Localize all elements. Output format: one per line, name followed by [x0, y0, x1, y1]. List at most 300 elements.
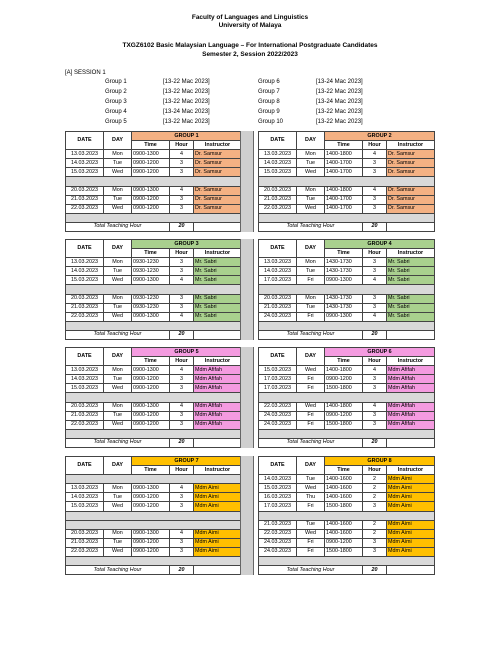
separator-row	[259, 393, 435, 402]
total-empty	[387, 330, 435, 339]
hour-cell: 3	[363, 267, 387, 276]
day-cell: Wed	[104, 547, 132, 556]
date-cell: 20.03.2023	[66, 529, 104, 538]
table-row	[259, 267, 435, 276]
date-header: DATE	[66, 132, 104, 150]
day-cell: Mon	[104, 294, 132, 303]
hour-cell: 3	[170, 267, 194, 276]
group-date-item	[105, 97, 210, 107]
day-cell: Tue	[104, 159, 132, 168]
instructor-cell: Mr. Sabri	[387, 267, 435, 276]
semester-title: Semester 2, Session 2022/2023	[202, 51, 298, 58]
time-cell: 0900-1200	[132, 384, 170, 393]
group-date-item	[105, 87, 210, 97]
date-cell: 13.03.2023	[259, 258, 297, 267]
time-cell: 1430-1730	[325, 267, 363, 276]
instructor-cell: Mdm Afifah	[387, 366, 435, 375]
separator-cell	[259, 213, 435, 222]
session-label: [A] SESSION 1	[65, 70, 106, 76]
day-header: DAY	[297, 132, 325, 150]
day-header: DAY	[297, 240, 325, 258]
group-date-name: Group 8	[258, 99, 280, 105]
hour-cell: 2	[363, 520, 387, 529]
date-cell: 21.03.2023	[66, 538, 104, 547]
hour-cell: 3	[363, 195, 387, 204]
day-cell: Wed	[297, 484, 325, 493]
hour-cell: 4	[363, 312, 387, 321]
instructor-cell: Dr. Samsur	[194, 168, 242, 177]
time-cell: 0900-1300	[325, 276, 363, 285]
group-title: GROUP 2	[325, 132, 435, 141]
group-title: GROUP 3	[132, 240, 242, 249]
table-row	[66, 312, 242, 321]
date-cell: 24.03.2023	[259, 547, 297, 556]
table-row	[66, 384, 242, 393]
hour-cell: 3	[363, 411, 387, 420]
table-row	[259, 547, 435, 556]
instructor-cell: Dr. Samsur	[387, 150, 435, 159]
date-cell: 13.03.2023	[66, 484, 104, 493]
instructor-cell: Mdm Afifah	[387, 384, 435, 393]
group-date-name: Group 5	[105, 119, 127, 125]
time-cell: 0900-1300	[132, 484, 170, 493]
table-row	[259, 484, 435, 493]
total-label: Total Teaching Hour	[259, 222, 363, 231]
separator-row	[66, 520, 242, 529]
date-cell: 14.03.2023	[259, 267, 297, 276]
table-row	[259, 312, 435, 321]
instructor-cell: Mdm Aimi	[387, 484, 435, 493]
group-date-item	[258, 117, 363, 127]
group-date-name: Group 3	[105, 99, 127, 105]
table-row	[259, 411, 435, 420]
time-cell: 0900-1200	[132, 420, 170, 429]
table-row	[66, 195, 242, 204]
date-cell: 20.03.2023	[259, 294, 297, 303]
hour-cell: 4	[170, 402, 194, 411]
table-divider	[240, 131, 254, 232]
day-header: DAY	[297, 348, 325, 366]
instructor-cell: Mr. Sabri	[194, 276, 242, 285]
hour-cell: 3	[170, 502, 194, 511]
time-cell: 1400-1700	[325, 204, 363, 213]
hour-cell: 2	[363, 493, 387, 502]
total-row	[259, 330, 435, 339]
day-cell: Fri	[297, 312, 325, 321]
day-cell: Tue	[104, 303, 132, 312]
time-cell: 0900-1300	[325, 312, 363, 321]
table-row	[66, 547, 242, 556]
instructor-cell: Dr. Samsur	[387, 168, 435, 177]
instructor-cell: Dr. Samsur	[194, 186, 242, 195]
day-cell: Tue	[104, 195, 132, 204]
date-header: DATE	[66, 457, 104, 475]
table-row	[66, 294, 242, 303]
group-date-range: [13-24 Mac 2023]	[163, 109, 210, 115]
hour-cell: 3	[363, 168, 387, 177]
date-cell: 17.03.2023	[259, 384, 297, 393]
date-cell: 17.03.2023	[259, 375, 297, 384]
date-cell: 13.03.2023	[259, 150, 297, 159]
day-cell: Fri	[297, 276, 325, 285]
group-title: GROUP 6	[325, 348, 435, 357]
table-row	[66, 420, 242, 429]
time-cell: 1400-1700	[325, 195, 363, 204]
table-row	[66, 493, 242, 502]
day-cell: Fri	[297, 420, 325, 429]
instructor-cell: Mdm Afifah	[194, 384, 242, 393]
instructor-cell: Mdm Aimi	[194, 538, 242, 547]
time-cell: 1400-1800	[325, 402, 363, 411]
instructor-cell: Mr. Sabri	[194, 258, 242, 267]
hour-cell: 4	[170, 484, 194, 493]
total-value: 20	[363, 438, 387, 447]
hour-cell: 4	[363, 276, 387, 285]
separator-row	[66, 393, 242, 402]
table-row	[259, 204, 435, 213]
date-cell: 14.03.2023	[66, 493, 104, 502]
time-cell: 0900-1300	[132, 312, 170, 321]
total-label: Total Teaching Hour	[259, 438, 363, 447]
date-cell: 22.03.2023	[66, 312, 104, 321]
table-row	[259, 276, 435, 285]
hour-cell: 3	[363, 420, 387, 429]
hour-cell: 4	[170, 366, 194, 375]
instructor-cell: Mdm Afifah	[387, 411, 435, 420]
time-cell: 1500-1800	[325, 420, 363, 429]
date-cell: 13.03.2023	[66, 366, 104, 375]
total-row	[66, 330, 242, 339]
instructor-cell: Dr. Samsur	[194, 204, 242, 213]
hour-cell: 3	[363, 547, 387, 556]
time-cell: 1400-1600	[325, 493, 363, 502]
date-cell: 15.03.2023	[259, 168, 297, 177]
instructor-cell: Mdm Afifah	[387, 402, 435, 411]
date-cell: 20.03.2023	[66, 294, 104, 303]
day-cell: Fri	[297, 502, 325, 511]
date-cell: 15.03.2023	[66, 168, 104, 177]
table-divider	[240, 347, 254, 448]
total-empty	[387, 566, 435, 575]
table-row	[259, 475, 435, 484]
hour-cell: 2	[363, 484, 387, 493]
date-cell: 20.03.2023	[66, 186, 104, 195]
separator-cell	[259, 511, 435, 520]
instructor-cell: Mdm Aimi	[194, 502, 242, 511]
instructor-cell: Dr. Samsur	[387, 159, 435, 168]
hour-cell: 3	[363, 204, 387, 213]
table-row	[66, 538, 242, 547]
date-cell: 24.03.2023	[259, 538, 297, 547]
date-cell: 15.03.2023	[259, 484, 297, 493]
time-cell: 1500-1800	[325, 502, 363, 511]
time-cell: 0900-1200	[132, 159, 170, 168]
separator-row	[259, 321, 435, 330]
time-cell: 0930-1230	[132, 258, 170, 267]
date-cell: 15.03.2023	[66, 276, 104, 285]
total-label: Total Teaching Hour	[259, 330, 363, 339]
total-empty	[194, 566, 242, 575]
group-schedule-table	[258, 456, 435, 575]
date-cell: 20.03.2023	[66, 402, 104, 411]
instructor-header: Instructor	[194, 357, 242, 366]
total-label: Total Teaching Hour	[259, 566, 363, 575]
table-row	[259, 375, 435, 384]
table-row	[66, 159, 242, 168]
date-header: DATE	[66, 240, 104, 258]
time-cell: 0900-1200	[132, 168, 170, 177]
separator-row	[66, 429, 242, 438]
time-cell: 0900-1200	[325, 538, 363, 547]
group-date-item	[258, 97, 363, 107]
separator-cell	[66, 429, 242, 438]
table-row	[66, 258, 242, 267]
time-header: Time	[325, 141, 363, 150]
hour-cell: 3	[170, 411, 194, 420]
date-cell: 13.03.2023	[66, 150, 104, 159]
separator-row	[259, 213, 435, 222]
instructor-cell: Mdm Aimi	[194, 484, 242, 493]
time-cell: 0930-1230	[132, 267, 170, 276]
group-date-item	[258, 107, 363, 117]
date-cell: 22.03.2023	[259, 204, 297, 213]
time-header: Time	[132, 141, 170, 150]
day-cell: Tue	[104, 411, 132, 420]
hour-cell: 4	[363, 366, 387, 375]
group-date-item	[258, 77, 363, 87]
separator-cell	[66, 285, 242, 294]
hour-cell: 3	[363, 384, 387, 393]
table-row	[259, 366, 435, 375]
day-cell: Mon	[104, 484, 132, 493]
hour-cell: 3	[363, 538, 387, 547]
day-cell: Wed	[297, 366, 325, 375]
table-row	[259, 493, 435, 502]
table-row	[66, 276, 242, 285]
instructor-cell: Mdm Aimi	[387, 529, 435, 538]
instructor-cell: Mdm Aimi	[387, 547, 435, 556]
date-cell: 22.03.2023	[259, 402, 297, 411]
instructor-cell: Mdm Aimi	[387, 493, 435, 502]
hour-header: Hour	[363, 249, 387, 258]
date-header: DATE	[259, 348, 297, 366]
instructor-cell: Mr. Sabri	[194, 267, 242, 276]
hour-header: Hour	[170, 357, 194, 366]
date-cell: 21.03.2023	[66, 303, 104, 312]
table-row	[259, 168, 435, 177]
date-cell: 21.03.2023	[66, 195, 104, 204]
instructor-header: Instructor	[194, 466, 242, 475]
table-row	[259, 195, 435, 204]
table-divider	[240, 239, 254, 340]
instructor-cell: Dr. Samsur	[194, 159, 242, 168]
total-row	[259, 566, 435, 575]
hour-cell: 4	[363, 150, 387, 159]
separator-cell	[66, 557, 242, 566]
instructor-cell: Dr. Samsur	[194, 150, 242, 159]
separator-cell	[66, 393, 242, 402]
table-row	[66, 204, 242, 213]
table-row	[259, 402, 435, 411]
separator-row	[66, 557, 242, 566]
day-cell: Mon	[104, 529, 132, 538]
hour-cell: 3	[170, 204, 194, 213]
hour-header: Hour	[363, 357, 387, 366]
table-row	[66, 484, 242, 493]
table-row	[259, 258, 435, 267]
group-title: GROUP 4	[325, 240, 435, 249]
table-row	[66, 529, 242, 538]
time-header: Time	[132, 466, 170, 475]
hour-cell: 3	[170, 303, 194, 312]
date-cell: 14.03.2023	[66, 267, 104, 276]
hour-header: Hour	[363, 466, 387, 475]
hour-cell: 3	[170, 375, 194, 384]
day-cell: Wed	[297, 168, 325, 177]
time-cell: 1500-1800	[325, 384, 363, 393]
date-cell: 22.03.2023	[66, 204, 104, 213]
separator-cell	[259, 429, 435, 438]
table-row	[66, 366, 242, 375]
group-date-range: [13-22 Mac 2023]	[163, 89, 210, 95]
time-cell: 0930-1230	[132, 303, 170, 312]
instructor-cell: Mdm Afifah	[194, 420, 242, 429]
time-cell: 1430-1730	[325, 258, 363, 267]
day-cell: Mon	[297, 186, 325, 195]
table-row	[66, 267, 242, 276]
day-cell: Mon	[297, 150, 325, 159]
time-cell: 0900-1200	[132, 502, 170, 511]
day-cell: Wed	[104, 502, 132, 511]
group-date-list-left	[105, 77, 210, 127]
date-cell: 15.03.2023	[259, 366, 297, 375]
hour-cell: 3	[170, 159, 194, 168]
time-cell: 0900-1300	[132, 186, 170, 195]
instructor-header: Instructor	[387, 141, 435, 150]
group-title: GROUP 5	[132, 348, 242, 357]
time-cell: 0900-1300	[132, 150, 170, 159]
date-cell: 14.03.2023	[259, 475, 297, 484]
time-cell: 0930-1230	[132, 294, 170, 303]
day-cell: Mon	[104, 258, 132, 267]
day-cell: Tue	[104, 375, 132, 384]
separator-row	[66, 285, 242, 294]
separator-row	[66, 511, 242, 520]
table-row	[259, 384, 435, 393]
instructor-header: Instructor	[194, 141, 242, 150]
time-cell: 0900-1200	[325, 375, 363, 384]
hour-cell: 3	[170, 258, 194, 267]
date-cell: 16.03.2023	[259, 493, 297, 502]
group-date-name: Group 1	[105, 79, 127, 85]
separator-cell	[259, 393, 435, 402]
instructor-cell: Dr. Samsur	[387, 186, 435, 195]
day-cell: Wed	[104, 384, 132, 393]
instructor-header: Instructor	[194, 249, 242, 258]
hour-cell: 3	[170, 493, 194, 502]
hour-cell: 4	[363, 186, 387, 195]
table-divider	[240, 456, 254, 575]
day-cell: Mon	[297, 258, 325, 267]
date-cell: 17.03.2023	[259, 502, 297, 511]
date-cell: 14.03.2023	[66, 159, 104, 168]
date-cell: 22.03.2023	[259, 529, 297, 538]
day-cell: Thu	[297, 493, 325, 502]
separator-row	[66, 321, 242, 330]
hour-header: Hour	[170, 249, 194, 258]
hour-cell: 3	[363, 303, 387, 312]
time-cell: 0900-1200	[132, 375, 170, 384]
instructor-cell: Mdm Aimi	[194, 547, 242, 556]
table-row	[259, 529, 435, 538]
time-cell: 0900-1300	[132, 529, 170, 538]
date-cell: 22.03.2023	[66, 547, 104, 556]
date-cell: 24.03.2023	[259, 312, 297, 321]
group-schedule-table	[258, 131, 435, 232]
group-date-item	[105, 77, 210, 87]
instructor-cell: Dr. Samsur	[387, 204, 435, 213]
separator-row	[259, 557, 435, 566]
separator-row	[66, 475, 242, 484]
table-row	[66, 150, 242, 159]
instructor-cell: Mr. Sabri	[387, 294, 435, 303]
day-cell: Mon	[104, 402, 132, 411]
hour-cell: 3	[170, 420, 194, 429]
time-cell: 0900-1300	[132, 402, 170, 411]
time-cell: 0900-1300	[132, 276, 170, 285]
faculty-title: Faculty of Languages and Linguistics	[191, 14, 309, 21]
separator-cell	[66, 520, 242, 529]
hour-cell: 3	[170, 538, 194, 547]
instructor-cell: Dr. Samsur	[387, 195, 435, 204]
day-cell: Tue	[104, 493, 132, 502]
table-row	[259, 159, 435, 168]
day-cell: Mon	[297, 294, 325, 303]
group-schedule-table	[65, 239, 242, 340]
separator-cell	[259, 285, 435, 294]
instructor-cell: Mdm Aimi	[387, 502, 435, 511]
total-empty	[194, 330, 242, 339]
table-row	[259, 294, 435, 303]
separator-row	[66, 177, 242, 186]
total-row	[66, 222, 242, 231]
group-date-list-right	[258, 77, 363, 127]
time-cell: 1400-1800	[325, 150, 363, 159]
day-cell: Wed	[104, 312, 132, 321]
day-cell: Fri	[297, 547, 325, 556]
instructor-header: Instructor	[387, 249, 435, 258]
separator-cell	[66, 177, 242, 186]
group-date-item	[258, 87, 363, 97]
group-schedule-table	[258, 347, 435, 448]
total-row	[259, 222, 435, 231]
time-cell: 1400-1600	[325, 475, 363, 484]
instructor-cell: Mr. Sabri	[387, 303, 435, 312]
hour-cell: 3	[363, 258, 387, 267]
time-cell: 0900-1200	[132, 195, 170, 204]
total-empty	[194, 222, 242, 231]
day-cell: Tue	[297, 303, 325, 312]
separator-cell	[259, 177, 435, 186]
total-label: Total Teaching Hour	[66, 330, 170, 339]
day-cell: Mon	[104, 366, 132, 375]
date-cell: 24.03.2023	[259, 420, 297, 429]
group-date-item	[105, 117, 210, 127]
table-row	[259, 420, 435, 429]
time-header: Time	[325, 466, 363, 475]
time-cell: 1400-1800	[325, 366, 363, 375]
hour-cell: 3	[170, 384, 194, 393]
